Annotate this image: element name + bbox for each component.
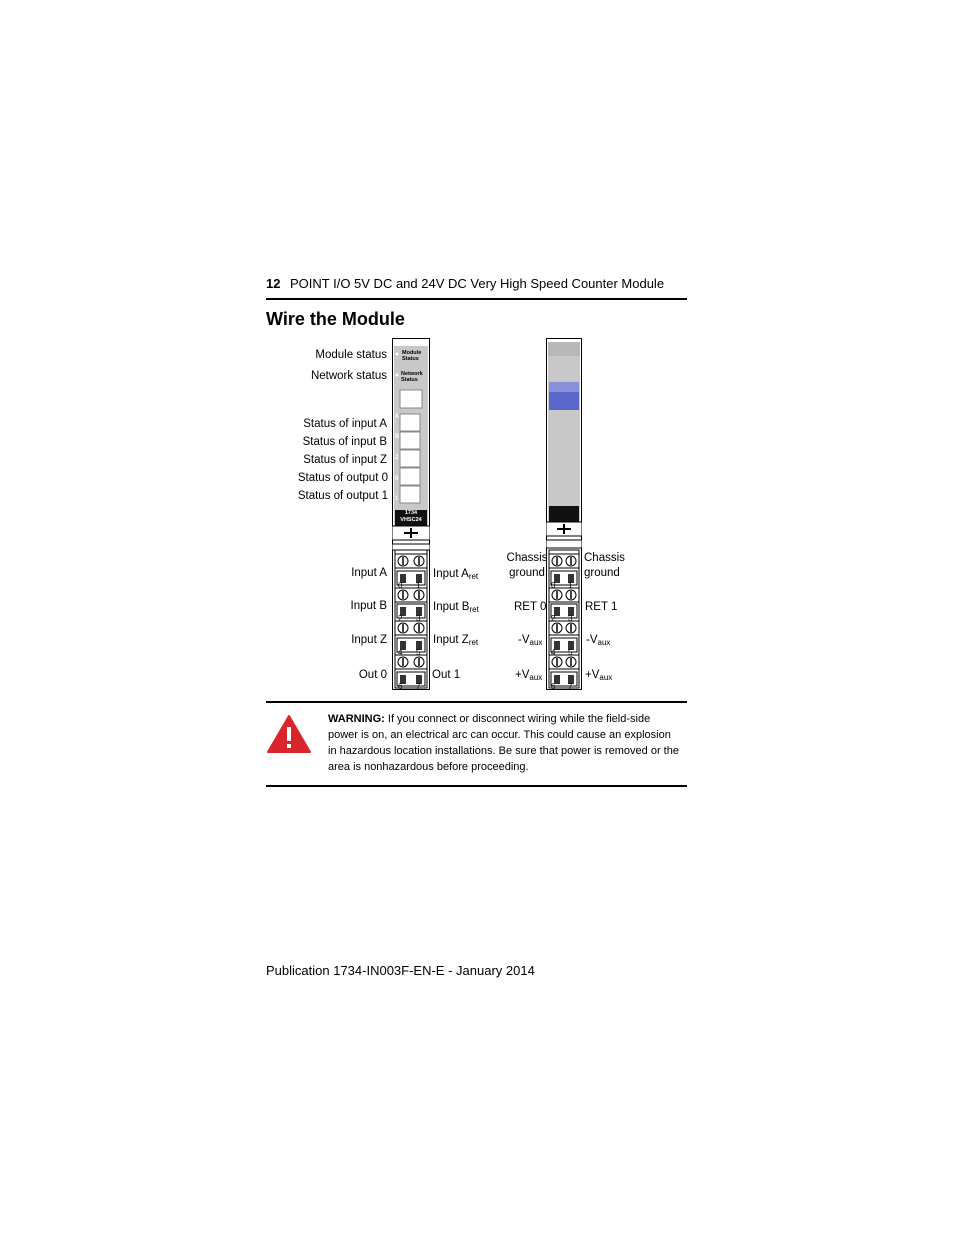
label-out-1: Out 1 [432,669,461,681]
label-vaux-pos-right: $+V_{aux}$ [585,669,613,682]
warning-top-rule [266,701,687,703]
panel-channel-z: Z [395,455,399,461]
label-ret-1: RET 1 [585,601,618,613]
power-terminal-number: 0 [551,581,556,590]
running-header: POINT I/O 5V DC and 24V DC Very High Speed Counter Module [290,276,665,291]
label-input-z: Input Z [351,634,387,646]
label-input-a-ret: Input $A_{ret}$ [433,568,479,581]
terminal-number: 6 [398,682,403,691]
panel-channel-a: A [395,414,400,420]
panel-catalog-line1: 1734 [404,510,418,516]
label-out-0: Out 0 [358,669,387,681]
callout-module-status: Module status [315,349,387,361]
callout-status-out0: Status of output 0 [297,472,388,484]
power-terminal-number: 1 [568,581,573,590]
terminal-number: 7 [416,682,421,691]
power-terminal-number: 4 [551,648,556,657]
terminal-number: 1 [416,581,421,590]
label-vaux-neg-right: $-V_{aux}$ [586,634,611,647]
label-input-b-ret: Input $B_{ret}$ [433,601,479,614]
section-title: Wire the Module [266,309,405,329]
publication-footer: Publication 1734-IN003F-EN-E - January 2014 [266,963,535,978]
callout-status-b: Status of input B [302,436,387,448]
terminal-number: 5 [416,648,421,657]
callout-network-status: Network status [310,370,387,382]
panel-catalog-line2: VHSC24 [400,517,422,523]
panel-channel-0: 0 [395,476,399,482]
power-module-drawing [546,338,582,690]
panel-channel-b: B [395,434,400,440]
power-terminal-number: 6 [551,682,556,691]
panel-network-status-line2: Status [401,377,418,383]
callout-status-a: Status of input A [303,418,387,430]
power-terminal-number: 5 [568,648,573,657]
page-number: 12 [266,276,281,291]
label-input-z-ret: Input $Z_{ret}$ [433,634,479,647]
terminal-number: 3 [416,614,421,623]
label-input-b: Input B [350,600,387,612]
callout-status-out1: Status of output 1 [297,490,388,502]
power-terminal-number: 2 [551,614,556,623]
panel-module-status-line1: Module [402,350,422,356]
panel-network-status-line1: Network [401,371,423,377]
label-chassis-ground-left: Chassis ground [506,552,548,579]
label-chassis-ground-right: Chassis ground [584,552,625,579]
power-terminal-number: 7 [568,682,573,691]
warning-text: WARNING: If you connect or disconnect wiring while the field-side power is on, an electrical arc can occur. This could cause an explosion in hazardous location installations. Be sure that power is removed or the area is nonhazardous before proceeding. [328,713,679,773]
panel-channel-1: 1 [395,496,399,502]
warning-triangle-icon [266,714,312,754]
label-vaux-pos-left: $+V_{aux}$ [515,669,543,682]
terminal-number: 2 [398,614,403,623]
panel-module-status-line2: Status [402,356,419,362]
callout-status-z: Status of input Z [303,454,387,466]
label-vaux-neg-left: $-V_{aux}$ [518,634,543,647]
terminal-number: 0 [398,581,403,590]
label-ret-0: RET 0 [514,601,547,613]
warning-bottom-rule [266,785,687,787]
label-input-a: Input A [351,567,387,579]
terminal-number: 4 [398,648,403,657]
power-terminal-number: 3 [568,614,573,623]
